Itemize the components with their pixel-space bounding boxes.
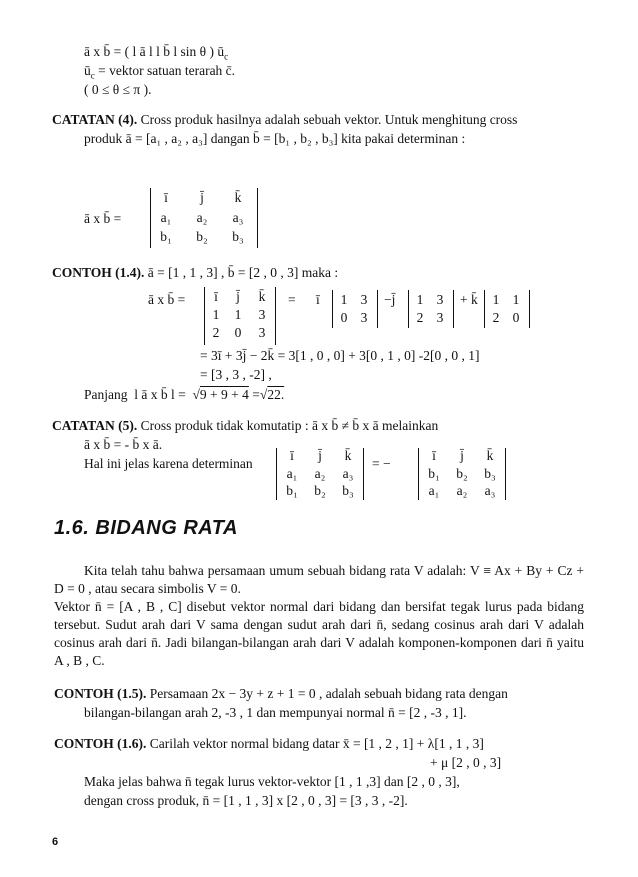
contoh-1-4-eq: = [288, 292, 296, 307]
contoh-1-6-line2: + μ [2 , 0 , 3] [430, 755, 502, 770]
catatan-4-determinant: ī j̄ k̄ a₁ a₂ a₃ b₁ b₂ b₃ [150, 188, 258, 248]
catatan-5-line2: ā x b̄ = - b̄ x ā. [84, 437, 163, 452]
contoh-1-5-line2: bilangan-bilangan arah 2, -3 , 1 dan mempunyai normal n̄ = [2 , -3 , 1]. [84, 705, 467, 720]
catatan-5-determinant-left: ī j̄ k̄ a₁ a₂ a₃ b₁ b₂ b₃ [276, 448, 364, 500]
angle-range: ( 0 ≤ θ ≤ π ). [84, 82, 152, 97]
catatan-5-line3: Hal ini jelas karena determinan [84, 456, 253, 471]
contoh-1-6-line3: Maka jelas bahwa n̄ tegak lurus vektor-vektor [1 , 1 ,3] dan [2 , 0 , 3], [84, 774, 460, 789]
contoh-1-4-expansion: = 3ī + 3j̄ − 2k̄ = 3[1 , 0 , 0] + 3[0 , 1 , 0] -2[0 , 0 , 1] [200, 348, 480, 363]
contoh-1-4-minor-2: 1 3 2 3 [408, 290, 454, 328]
catatan-5-line1: CATATAN (5). Cross produk tidak komutatip : ā x b̄ ≠ b̄ x ā melainkan [52, 418, 439, 433]
cross-product-magnitude-formula: ā x b̄ = ( l ā l l b̄ l sin θ ) $ū_c$ [84, 44, 229, 62]
contoh-1-6-line4: dengan cross produk, n̄ = [1 , 1 , 3] x [2 , 0 , 3] = [3 , 3 , -2]. [84, 793, 408, 808]
contoh-1-4-lhs: ā x b̄ = [148, 292, 186, 307]
unit-vector-definition: $ū_c$ = vektor satuan terarah c̄. [84, 63, 236, 81]
catatan-5-neg-eq: = − [372, 456, 391, 471]
body-paragraph-2: Vektor n̄ = [A , B , C] disebut vektor normal dari bidang dan bersifat tegak lurus pada bidang tersebut. Sudut arah dari V sama dengan sudut arah dari n̄, sedang cosinus arah dari V adalah cosinus arah dari n̄. Jadi bilangan-bilangan arah dari V adalah komponen-komponen dari n̄ yaitu A , B , C. [54, 599, 584, 668]
contoh-1-4-length: Panjang l ā x b̄ l = √9 + 9 + 4 =√22. [84, 387, 285, 402]
contoh-1-6-line1: CONTOH (1.6). Carilah vektor normal bidang datar x̄ = [1 , 2 , 1] + λ[1 , 1 , 3] [54, 736, 484, 751]
contoh-1-4-k-symbol: + k̄ [460, 292, 478, 307]
contoh-1-4-minor-3: 1 1 2 0 [484, 290, 530, 328]
contoh-1-4-determinant: ī j̄ k̄ 1 1 3 2 0 3 [204, 287, 276, 345]
catatan-4-line2: produk ā = [a₁ , a₂ , a₃] dangan b̄ = [b₁ , b₂ , b₃] kita pakai determinan : [84, 131, 466, 146]
contoh-1-4-header: CONTOH (1.4). ā = [1 , 1 , 3] , b̄ = [2 , 0 , 3] maka : [52, 265, 339, 280]
page-number: 6 [52, 836, 59, 848]
catatan-4-lhs: ā x b̄ = [84, 211, 122, 226]
catatan-5-determinant-right: ī j̄ k̄ b₁ b₂ b₃ a₁ a₂ a₃ [418, 448, 506, 500]
contoh-1-4-result: = [3 , 3 , -2] , [200, 367, 272, 382]
section-heading: 1.6. BIDANG RATA [54, 517, 238, 539]
catatan-4-line1: CATATAN (4). Cross produk hasilnya adalah sebuah vektor. Untuk menghitung cross [52, 112, 518, 127]
contoh-1-4-minor-1: 1 3 0 3 [332, 290, 378, 328]
contoh-1-5-line1: CONTOH (1.5). Persamaan 2x − 3y + z + 1 = 0 , adalah sebuah bidang rata dengan [54, 686, 508, 701]
contoh-1-4-i-symbol: ī [316, 292, 320, 307]
body-paragraph-1: Kita telah tahu bahwa persamaan umum sebuah bidang rata V adalah: V ≡ Ax + By + Cz + D = 0 , atau secara simbolis V = 0. [54, 563, 584, 596]
contoh-1-4-j-symbol: −j̄ [384, 292, 396, 307]
